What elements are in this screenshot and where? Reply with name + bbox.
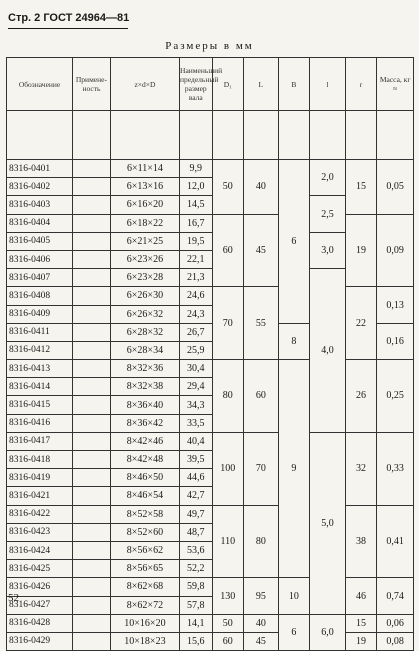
size-cell: 8×32×36 (110, 360, 179, 378)
applicability-cell (73, 160, 111, 178)
designation-cell: 8316-0429 (7, 632, 73, 650)
applicability-cell (73, 214, 111, 232)
applicability-cell (73, 523, 111, 541)
shaft-size-cell: 22,1 (180, 250, 213, 268)
r-cell: 26 (345, 360, 376, 433)
header-rule (8, 28, 128, 29)
designation-cell: 8316-0419 (7, 469, 73, 487)
designation-cell: 8316-0412 (7, 341, 73, 359)
d1-cell: 70 (212, 287, 243, 360)
designation-cell: 8316-0425 (7, 560, 73, 578)
designation-cell: 8316-0426 (7, 578, 73, 596)
designation-cell: 8316-0416 (7, 414, 73, 432)
mass-cell: 0,08 (377, 632, 414, 650)
applicability-cell (73, 323, 111, 341)
designation-cell: 8316-0413 (7, 360, 73, 378)
page-number: 52 (8, 592, 19, 604)
applicability-cell (73, 378, 111, 396)
l-length-cell: 70 (244, 432, 279, 505)
size-cell: 6×18×22 (110, 214, 179, 232)
r-cell: 15 (345, 160, 376, 215)
size-cell: 6×23×28 (110, 269, 179, 287)
col-d1: D₁ (212, 58, 243, 111)
applicability-cell (73, 596, 111, 614)
applicability-cell (73, 469, 111, 487)
page-header: Стр. 2 ГОСТ 24964—81 (8, 12, 130, 24)
size-cell: 6×11×14 (110, 160, 179, 178)
shaft-size-cell: 24,6 (180, 287, 213, 305)
size-cell: 6×26×30 (110, 287, 179, 305)
mass-cell: 0,33 (377, 432, 414, 505)
designation-cell: 8316-0401 (7, 160, 73, 178)
col-applicability: Примене-ность (73, 58, 111, 111)
table-row (7, 360, 414, 378)
applicability-cell (73, 196, 111, 214)
table-row (7, 432, 414, 450)
shaft-size-cell: 57,8 (180, 596, 213, 614)
size-cell: 6×13×16 (110, 178, 179, 196)
applicability-cell (73, 578, 111, 596)
designation-cell: 8316-0408 (7, 287, 73, 305)
designation-cell: 8316-0402 (7, 178, 73, 196)
b-cell: 6 (278, 614, 309, 650)
shaft-size-cell: 52,2 (180, 560, 213, 578)
designation-cell: 8316-0403 (7, 196, 73, 214)
applicability-cell (73, 414, 111, 432)
mass-cell: 0,09 (377, 214, 414, 287)
shaft-size-cell: 39,5 (180, 451, 213, 469)
applicability-cell (73, 614, 111, 632)
applicability-cell (73, 560, 111, 578)
size-cell: 8×42×46 (110, 432, 179, 450)
shaft-size-cell: 16,7 (180, 214, 213, 232)
size-cell: 8×36×42 (110, 414, 179, 432)
designation-cell: 8316-0423 (7, 523, 73, 541)
table-row (7, 614, 414, 632)
shaft-size-cell: 49,7 (180, 505, 213, 523)
r-cell: 38 (345, 505, 376, 578)
size-cell: 6×16×20 (110, 196, 179, 214)
mass-cell: 0,74 (377, 578, 414, 614)
col-r: r (345, 58, 376, 111)
shaft-size-cell: 29,4 (180, 378, 213, 396)
l-length-cell: 80 (244, 505, 279, 578)
header-gap-row (7, 111, 414, 160)
shaft-size-cell: 59,8 (180, 578, 213, 596)
l-length-cell: 55 (244, 287, 279, 360)
table-row (7, 287, 414, 305)
table-row (7, 160, 414, 178)
l-small-cell: 2,5 (310, 196, 346, 232)
size-cell: 6×21×25 (110, 232, 179, 250)
designation-cell: 8316-0404 (7, 214, 73, 232)
applicability-cell (73, 287, 111, 305)
designation-cell: 8316-0415 (7, 396, 73, 414)
l-length-cell: 40 (244, 614, 279, 632)
designation-cell: 8316-0428 (7, 614, 73, 632)
l-length-cell: 60 (244, 360, 279, 433)
applicability-cell (73, 487, 111, 505)
r-cell: 32 (345, 432, 376, 505)
designation-cell: 8316-0422 (7, 505, 73, 523)
applicability-cell (73, 305, 111, 323)
mass-cell: 0,16 (377, 323, 414, 359)
shaft-size-cell: 19,5 (180, 232, 213, 250)
size-cell: 6×28×32 (110, 323, 179, 341)
designation-cell: 8316-0409 (7, 305, 73, 323)
designation-cell: 8316-0417 (7, 432, 73, 450)
table-body (7, 160, 414, 651)
l-length-cell: 45 (244, 632, 279, 650)
size-cell: 8×62×68 (110, 578, 179, 596)
table-row (7, 632, 414, 650)
applicability-cell (73, 232, 111, 250)
applicability-cell (73, 505, 111, 523)
applicability-cell (73, 396, 111, 414)
r-cell: 22 (345, 287, 376, 360)
shaft-size-cell: 40,4 (180, 432, 213, 450)
size-cell: 8×36×40 (110, 396, 179, 414)
table-caption: Размеры в мм (165, 40, 254, 52)
size-cell: 8×52×58 (110, 505, 179, 523)
col-shaft: Наименьший предельный размер вала (180, 58, 213, 111)
col-size: z×d×D (110, 58, 179, 111)
shaft-size-cell: 9,9 (180, 160, 213, 178)
r-cell: 19 (345, 214, 376, 287)
size-cell: 8×62×72 (110, 596, 179, 614)
shaft-size-cell: 14,5 (180, 196, 213, 214)
applicability-cell (73, 269, 111, 287)
d1-cell: 50 (212, 614, 243, 632)
shaft-size-cell: 48,7 (180, 523, 213, 541)
size-cell: 8×42×48 (110, 451, 179, 469)
shaft-size-cell: 25,9 (180, 341, 213, 359)
table-row (7, 578, 414, 596)
shaft-size-cell: 53,6 (180, 541, 213, 559)
b-cell: 6 (278, 160, 309, 324)
col-b: B (278, 58, 309, 111)
d1-cell: 110 (212, 505, 243, 578)
designation-cell: 8316-0405 (7, 232, 73, 250)
b-cell: 9 (278, 360, 309, 578)
designation-cell: 8316-0427 (7, 596, 73, 614)
b-cell: 10 (278, 578, 309, 614)
col-l-length: L (244, 58, 279, 111)
size-cell: 6×26×32 (110, 305, 179, 323)
l-small-cell: 3,0 (310, 232, 346, 268)
col-mass: Масса, кг ≈ (377, 58, 414, 111)
r-cell: 15 (345, 614, 376, 632)
size-cell: 8×46×50 (110, 469, 179, 487)
size-cell: 8×56×65 (110, 560, 179, 578)
applicability-cell (73, 451, 111, 469)
mass-cell: 0,05 (377, 160, 414, 215)
shaft-size-cell: 42,7 (180, 487, 213, 505)
shaft-size-cell: 12,0 (180, 178, 213, 196)
size-cell: 10×18×23 (110, 632, 179, 650)
shaft-size-cell: 21,3 (180, 269, 213, 287)
applicability-cell (73, 360, 111, 378)
l-length-cell: 45 (244, 214, 279, 287)
d1-cell: 50 (212, 160, 243, 215)
d1-cell: 60 (212, 632, 243, 650)
shaft-size-cell: 26,7 (180, 323, 213, 341)
mass-cell: 0,06 (377, 614, 414, 632)
mass-cell: 0,41 (377, 505, 414, 578)
size-cell: 6×23×26 (110, 250, 179, 268)
shaft-size-cell: 14,1 (180, 614, 213, 632)
col-designation: Обозначение (7, 58, 73, 111)
mass-cell: 0,25 (377, 360, 414, 433)
designation-cell: 8316-0407 (7, 269, 73, 287)
d1-cell: 100 (212, 432, 243, 505)
applicability-cell (73, 432, 111, 450)
l-length-cell: 95 (244, 578, 279, 614)
applicability-cell (73, 541, 111, 559)
shaft-size-cell: 24,3 (180, 305, 213, 323)
size-cell: 8×46×54 (110, 487, 179, 505)
applicability-cell (73, 341, 111, 359)
applicability-cell (73, 250, 111, 268)
b-cell: 8 (278, 323, 309, 359)
size-cell: 6×28×34 (110, 341, 179, 359)
d1-cell: 130 (212, 578, 243, 614)
shaft-size-cell: 34,3 (180, 396, 213, 414)
l-length-cell: 40 (244, 160, 279, 215)
designation-cell: 8316-0421 (7, 487, 73, 505)
designation-cell: 8316-0418 (7, 451, 73, 469)
applicability-cell (73, 178, 111, 196)
size-cell: 8×56×62 (110, 541, 179, 559)
designation-cell: 8316-0424 (7, 541, 73, 559)
d1-cell: 60 (212, 214, 243, 287)
shaft-size-cell: 44,6 (180, 469, 213, 487)
size-cell: 8×52×60 (110, 523, 179, 541)
l-small-cell: 2,0 (310, 160, 346, 196)
col-l-small: l (310, 58, 346, 111)
size-cell: 8×32×38 (110, 378, 179, 396)
mass-cell: 0,13 (377, 287, 414, 323)
r-cell: 46 (345, 578, 376, 614)
size-cell: 10×16×20 (110, 614, 179, 632)
l-small-cell: 5,0 (310, 432, 346, 614)
table-row (7, 505, 414, 523)
l-small-cell: 6,0 (310, 614, 346, 650)
table-row (7, 214, 414, 232)
dimensions-table (6, 57, 414, 651)
l-small-cell: 4,0 (310, 269, 346, 433)
designation-cell: 8316-0414 (7, 378, 73, 396)
designation-cell: 8316-0406 (7, 250, 73, 268)
applicability-cell (73, 632, 111, 650)
shaft-size-cell: 15,6 (180, 632, 213, 650)
r-cell: 19 (345, 632, 376, 650)
d1-cell: 80 (212, 360, 243, 433)
shaft-size-cell: 30,4 (180, 360, 213, 378)
shaft-size-cell: 33,5 (180, 414, 213, 432)
table-header-row (7, 58, 414, 111)
designation-cell: 8316-0411 (7, 323, 73, 341)
